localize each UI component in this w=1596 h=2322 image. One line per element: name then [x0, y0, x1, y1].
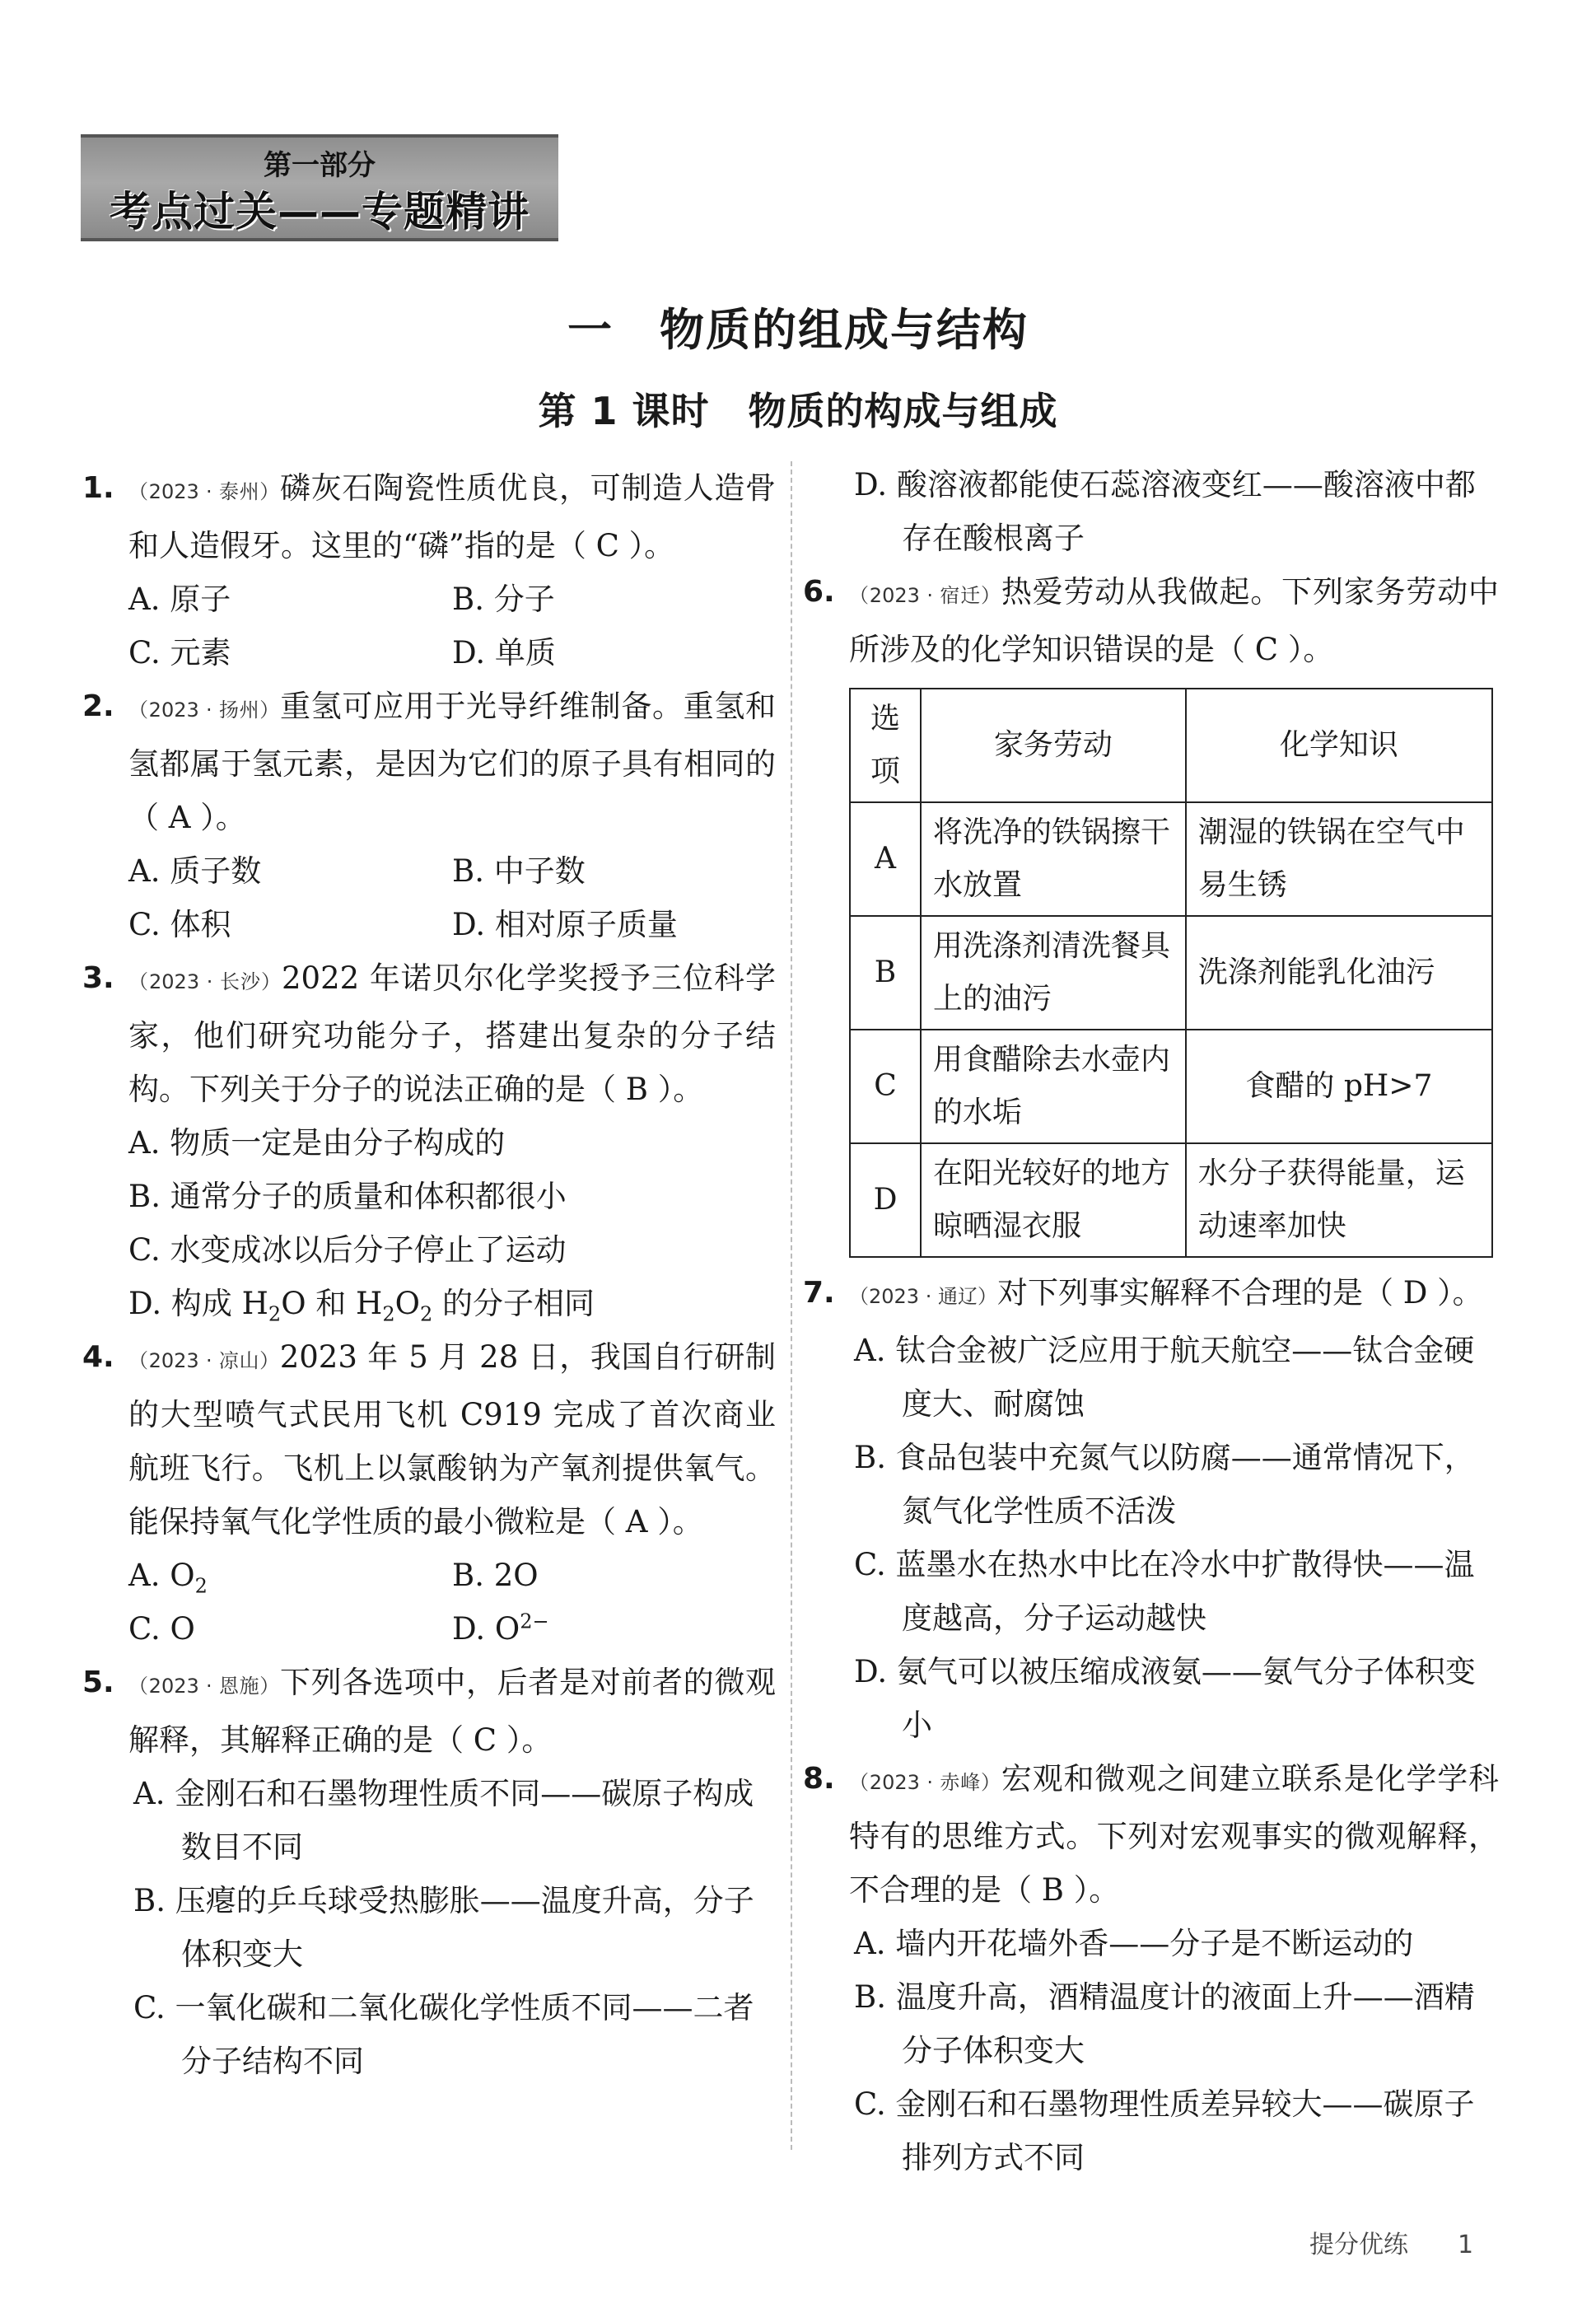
table-header: 选项	[850, 689, 921, 802]
question-stem: 磷灰石陶瓷性质优良，可制造人造骨和人造假牙。这里的“磷”指的是（ C ）。	[128, 470, 777, 563]
question-stem: 2022 年诺贝尔化学奖授予三位科学家，他们研究功能分子，搭建出复杂的分子结构。下列关于分子的说法正确的是（ B ）。	[128, 960, 776, 1107]
question-number: 4.	[82, 1340, 114, 1374]
options-row	[82, 844, 776, 898]
option-d-text: D. 构成 H	[128, 1286, 268, 1321]
question-6	[803, 565, 1499, 676]
option-d-text: 的分子相同	[432, 1286, 595, 1321]
labor-knowledge-table	[849, 688, 1493, 1258]
option-a: A. 原子	[128, 582, 231, 617]
superscript: 2−	[520, 1610, 549, 1633]
table-cell-labor: 用洗涤剂清洗餐具上的油污	[921, 916, 1186, 1030]
question-source: （2023 · 长沙）	[128, 970, 282, 993]
options-row	[82, 626, 776, 680]
option-d	[452, 1602, 776, 1656]
question-7	[803, 1266, 1499, 1324]
option-d-text: O	[394, 1286, 420, 1321]
question-source: （2023 · 凉山）	[128, 1349, 280, 1372]
question-stem: 重氢可应用于光导纤维制备。重氢和氢都属于氢元素，是因为它们的原子具有相同的（ A ）。	[128, 689, 777, 835]
option-b: B. 压瘪的乒乓球受热膨胀——温度升高，分子体积变大	[133, 1883, 754, 1972]
question-stem: 宏观和微观之间建立联系是化学学科特有的思维方式。下列对宏观事实的微观解释，不合理的是（ B ）。	[849, 1761, 1500, 1908]
lesson-title: 第 1 课时 物质的构成与组成	[538, 389, 1058, 433]
option-d-text: D. O	[452, 1611, 520, 1647]
option-d: D. 单质	[452, 635, 556, 670]
option-b: B. 温度升高，酒精温度计的液面上升——酒精分子体积变大	[854, 1979, 1475, 2068]
option-c: C. 金刚石和石墨物理性质差异较大——碳原子排列方式不同	[854, 2086, 1475, 2175]
option-c: C. O	[128, 1611, 195, 1647]
option-a: A. 钛合金被广泛应用于航天航空——钛合金硬度大、耐腐蚀	[854, 1333, 1475, 1422]
option-b: B. 食品包装中充氮气以防腐——通常情况下，氮气化学性质不活泼	[854, 1440, 1475, 1529]
option-c: C. 一氧化碳和二氧化碳化学性质不同——二者分子结构不同	[133, 1990, 754, 2079]
option-d	[82, 1277, 776, 1330]
option-b: B. 通常分子的质量和体积都很小	[128, 1179, 567, 1214]
question-4	[82, 1330, 776, 1549]
question-source: （2023 · 通辽）	[849, 1285, 997, 1308]
options-row	[82, 1602, 776, 1656]
option-c: C. 水变成冰以后分子停止了运动	[128, 1232, 567, 1268]
option-b: B. 2O	[452, 1558, 539, 1593]
table-cell-labor: 将洗净的铁锅擦干水放置	[921, 802, 1186, 916]
question-2	[82, 680, 776, 844]
table-header-row	[850, 689, 1492, 802]
table-cell-option: D	[850, 1143, 921, 1257]
subscript: 2	[194, 1574, 208, 1598]
option-c: C. 元素	[128, 635, 231, 670]
option-b: B. 分子	[452, 582, 555, 617]
option-c: C. 体积	[128, 907, 231, 942]
question-stem: 2023 年 5 月 28 日，我国自行研制的大型喷气式民用飞机 C919 完成了首次商业航班飞行。飞机上以氯酸钠为产氧剂提供氧气。能保持氧气化学性质的最小微粒是（ A ）。	[128, 1339, 776, 1539]
option-d: D. 酸溶液都能使石蕊溶液变红——酸溶液中都存在酸根离子	[854, 467, 1476, 556]
question-number: 8.	[803, 1762, 835, 1796]
question-stem: 对下列事实解释不合理的是（ D ）。	[996, 1275, 1483, 1311]
question-1	[82, 461, 776, 572]
table-row	[850, 1143, 1492, 1257]
table-cell-option: A	[850, 802, 921, 916]
option-a: A. 墙内开花墙外香——分子是不断运动的	[854, 1926, 1414, 1961]
table-cell-option: B	[850, 916, 921, 1030]
option-a: A. 物质一定是由分子构成的	[128, 1125, 506, 1161]
table-row	[850, 802, 1492, 916]
subscript: 2	[382, 1302, 395, 1326]
question-source: （2023 · 恩施）	[128, 1675, 280, 1698]
table-cell-knowledge: 食醋的 pH>7	[1186, 1030, 1492, 1143]
question-number: 2.	[82, 689, 114, 723]
section-banner	[81, 134, 558, 241]
options-row	[82, 572, 776, 626]
question-number: 7.	[803, 1276, 835, 1310]
option-b: B. 中子数	[452, 853, 586, 889]
question-stem: 下列各选项中，后者是对前者的微观解释，其解释正确的是（ C ）。	[128, 1665, 777, 1758]
table-header: 家务劳动	[921, 689, 1186, 802]
question-number: 6.	[803, 575, 835, 609]
chapter-title: 一 物质的组成与结构	[567, 304, 1029, 356]
question-source: （2023 · 泰州）	[128, 480, 280, 503]
page-footer	[1309, 2224, 1473, 2260]
question-3	[82, 951, 776, 1116]
option-a	[128, 1549, 452, 1602]
option-c: C. 蓝墨水在热水中比在冷水中扩散得快——温度越高，分子运动越快	[854, 1547, 1475, 1636]
options-row	[82, 898, 776, 951]
footer-brand: 提分优练	[1309, 2231, 1408, 2259]
option-d: D. 氨气可以被压缩成液氨——氨气分子体积变小	[854, 1654, 1476, 1743]
question-stem: 热爱劳动从我做起。下列家务劳动中所涉及的化学知识错误的是（ C ）。	[849, 574, 1500, 667]
question-source: （2023 · 扬州）	[128, 698, 280, 722]
table-cell-knowledge: 洗涤剂能乳化油污	[1186, 916, 1492, 1030]
right-column	[803, 458, 1499, 2184]
options-row	[82, 1549, 776, 1602]
subscript: 2	[268, 1302, 282, 1326]
option-a-text: A. O	[128, 1558, 195, 1593]
option-a: A. 金刚石和石墨物理性质不同——碳原子构成数目不同	[133, 1776, 754, 1865]
question-8	[803, 1752, 1499, 1917]
question-source: （2023 · 赤峰）	[849, 1771, 1001, 1794]
question-source: （2023 · 宿迁）	[849, 584, 1001, 607]
subscript: 2	[419, 1302, 433, 1326]
option-d-text: O 和 H	[281, 1286, 383, 1321]
banner-part: 第一部分	[264, 149, 376, 182]
question-number: 5.	[82, 1666, 114, 1699]
table-cell-labor: 用食醋除去水壶内的水垢	[921, 1030, 1186, 1143]
question-number: 1.	[82, 471, 114, 505]
page-number: 1	[1458, 2231, 1474, 2259]
table-cell-knowledge: 水分子获得能量，运动速率加快	[1186, 1143, 1492, 1257]
table-header: 化学知识	[1186, 689, 1492, 802]
option-a: A. 质子数	[128, 853, 262, 889]
table-row	[850, 1030, 1492, 1143]
column-divider	[791, 461, 792, 2150]
question-number: 3.	[82, 961, 114, 995]
table-row	[850, 916, 1492, 1030]
question-5	[82, 1656, 776, 1767]
option-d: D. 相对原子质量	[452, 907, 678, 942]
table-cell-knowledge: 潮湿的铁锅在空气中易生锈	[1186, 802, 1492, 916]
banner-title: 考点过关——专题精讲	[110, 188, 530, 236]
table-cell-labor: 在阳光较好的地方晾晒湿衣服	[921, 1143, 1186, 1257]
left-column	[82, 461, 776, 2088]
table-cell-option: C	[850, 1030, 921, 1143]
